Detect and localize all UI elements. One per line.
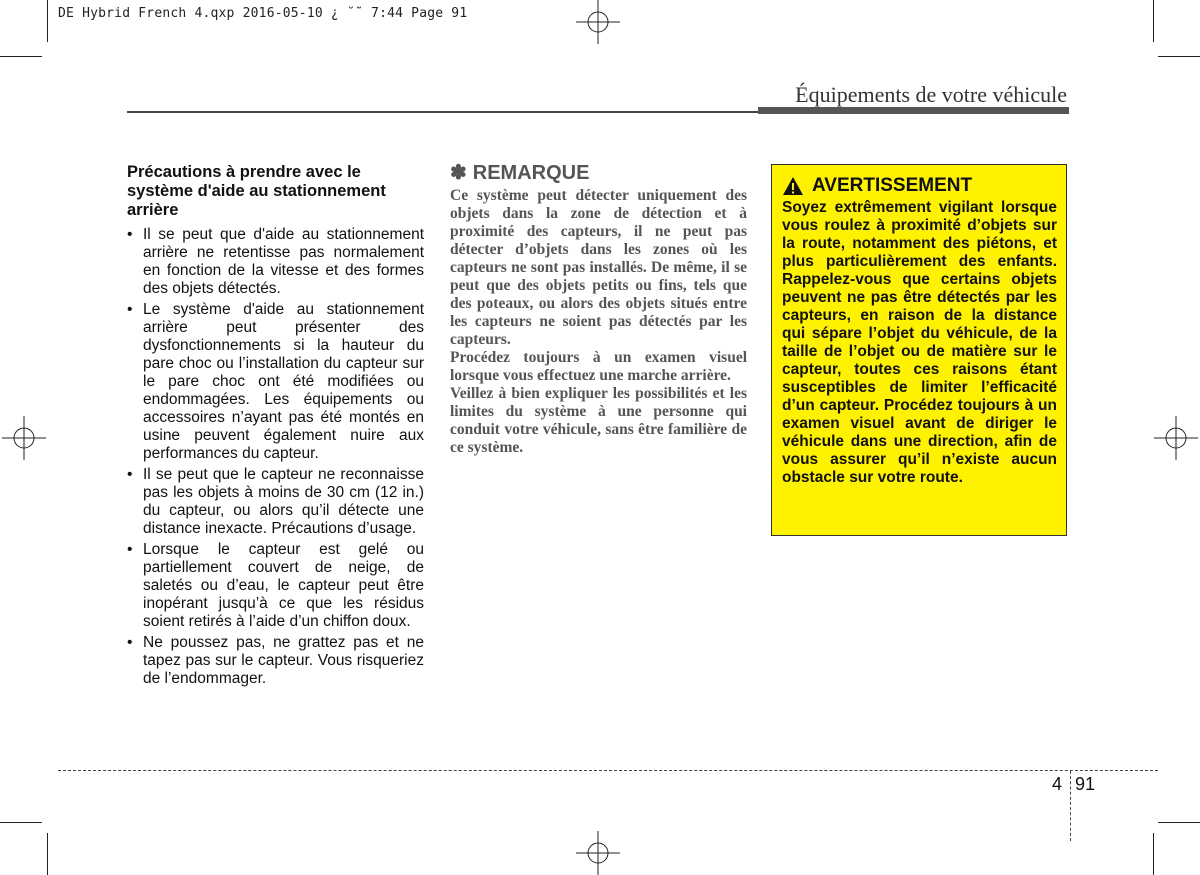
remarque-paragraph: Ce système peut détecter uniquement des objets dans la zone de détection et à proximité des capteurs, il ne peut pas détecter d’objets dans les zones où les capteurs ne sont pas installés. De même, il se peut que des objets petits ou fins, tels que des poteaux, ou alors des objets situés entre les capteurs ne soient pas détectés par les capteurs. <box>450 187 747 348</box>
asterisk-icon: ✽ <box>450 162 467 184</box>
crop-mark <box>1158 56 1200 57</box>
precautions-heading: Précautions à prendre avec le système d'aide au stationnement arrière <box>127 163 386 219</box>
crop-mark <box>1158 822 1200 823</box>
list-item-text: Le système d'aide au stationnement arrière peut présenter des dysfonctionnements si la hauteur du pare choc ou l’installation du capteur sur le pare choc ont été modifiées ou endommagées. Les équipements ou accessoires n’ayant pas été montés en usine peuvent également nuire aux performances du capteur. <box>143 301 424 462</box>
remarque-paragraph: Procédez toujours à un examen visuel lorsque vous effectuez une marche arrière. <box>450 349 747 384</box>
crop-mark <box>47 0 48 42</box>
list-item-text: Lorsque le capteur est gelé ou partiellement couvert de neige, de saletés ou d’eau, le capteur peut être inopérant jusqu’à ce que les résidus soient retirés à l’aide d’un chiffon doux. <box>143 541 424 630</box>
crop-mark <box>0 822 42 823</box>
bullet-icon: • <box>127 634 133 651</box>
list-item <box>127 301 424 463</box>
footer-rule <box>58 770 1158 771</box>
precautions-section <box>127 163 424 691</box>
warning-heading <box>782 175 1057 197</box>
list-item <box>127 466 424 538</box>
bullet-icon: • <box>127 226 133 243</box>
list-item-text: Il se peut que d'aide au stationnement arrière ne retentisse pas normalement en fonction de la vitesse et des formes des objets détectés. <box>143 226 424 297</box>
registration-mark-icon <box>576 0 620 44</box>
header-rule <box>127 111 758 113</box>
precautions-list <box>127 226 424 688</box>
remarque-title: REMARQUE <box>472 162 590 184</box>
list-item <box>127 541 424 631</box>
list-item-text: Il se peut que le capteur ne reconnaisse pas les objets à moins de 30 cm (12 in.) du capteur, ou alors qu’il détecte une distance inexacte. Précautions d’usage. <box>143 466 424 537</box>
crop-mark <box>1153 833 1154 875</box>
remarque-paragraph: Veillez à bien expliquer les possibilités et les limites du système à une personne qui conduit votre véhicule, sans être familière de ce système. <box>450 385 747 456</box>
registration-mark-icon <box>2 416 46 460</box>
bullet-icon: • <box>127 301 133 318</box>
crop-mark <box>1153 0 1154 42</box>
registration-mark-icon <box>1154 416 1198 460</box>
crop-mark <box>0 56 42 57</box>
warning-text: Soyez extrêmement vigilant lorsque vous roulez à proximité d’objets sur la route, notamment des piétons, et plus particulièrement des enfants. Rappelez-vous que certains objets peuvent ne pas être détectés par les capteurs, en raison de la distance qui sépare l’objet du véhicule, de la taille de l’objet ou de matière sur le capteur, toutes ces raisons étant susceptibles de limiter l’efficacité d’un capteur. Procédez toujours à un examen visuel avant de diriger le véhicule dans une direction, afin de vous assurer qu’il n’existe aucun obstacle sur votre route. <box>782 199 1057 486</box>
chapter-number: 4 <box>1052 774 1063 794</box>
bullet-icon: • <box>127 541 133 558</box>
warning-title: AVERTISSEMENT <box>812 175 973 196</box>
registration-mark-icon <box>576 831 620 875</box>
remarque-section <box>450 160 747 457</box>
remarque-heading <box>450 160 747 185</box>
list-item <box>127 634 424 688</box>
header-bar <box>758 107 1069 114</box>
warning-box <box>771 164 1067 536</box>
page-number: 91 <box>1075 774 1096 794</box>
warning-triangle-icon <box>782 176 804 196</box>
crop-mark <box>47 833 48 875</box>
page-divider <box>1070 771 1071 841</box>
list-item <box>127 226 424 298</box>
print-header: DE Hybrid French 4.qxp 2016-05-10 ¿ ˘˜ 7:44 Page 91 <box>58 6 468 21</box>
section-title: Équipements de votre véhicule <box>795 82 1067 107</box>
list-item-text: Ne poussez pas, ne grattez pas et ne tapez pas sur le capteur. Vous risqueriez de l’endommager. <box>143 634 424 687</box>
bullet-icon: • <box>127 466 133 483</box>
